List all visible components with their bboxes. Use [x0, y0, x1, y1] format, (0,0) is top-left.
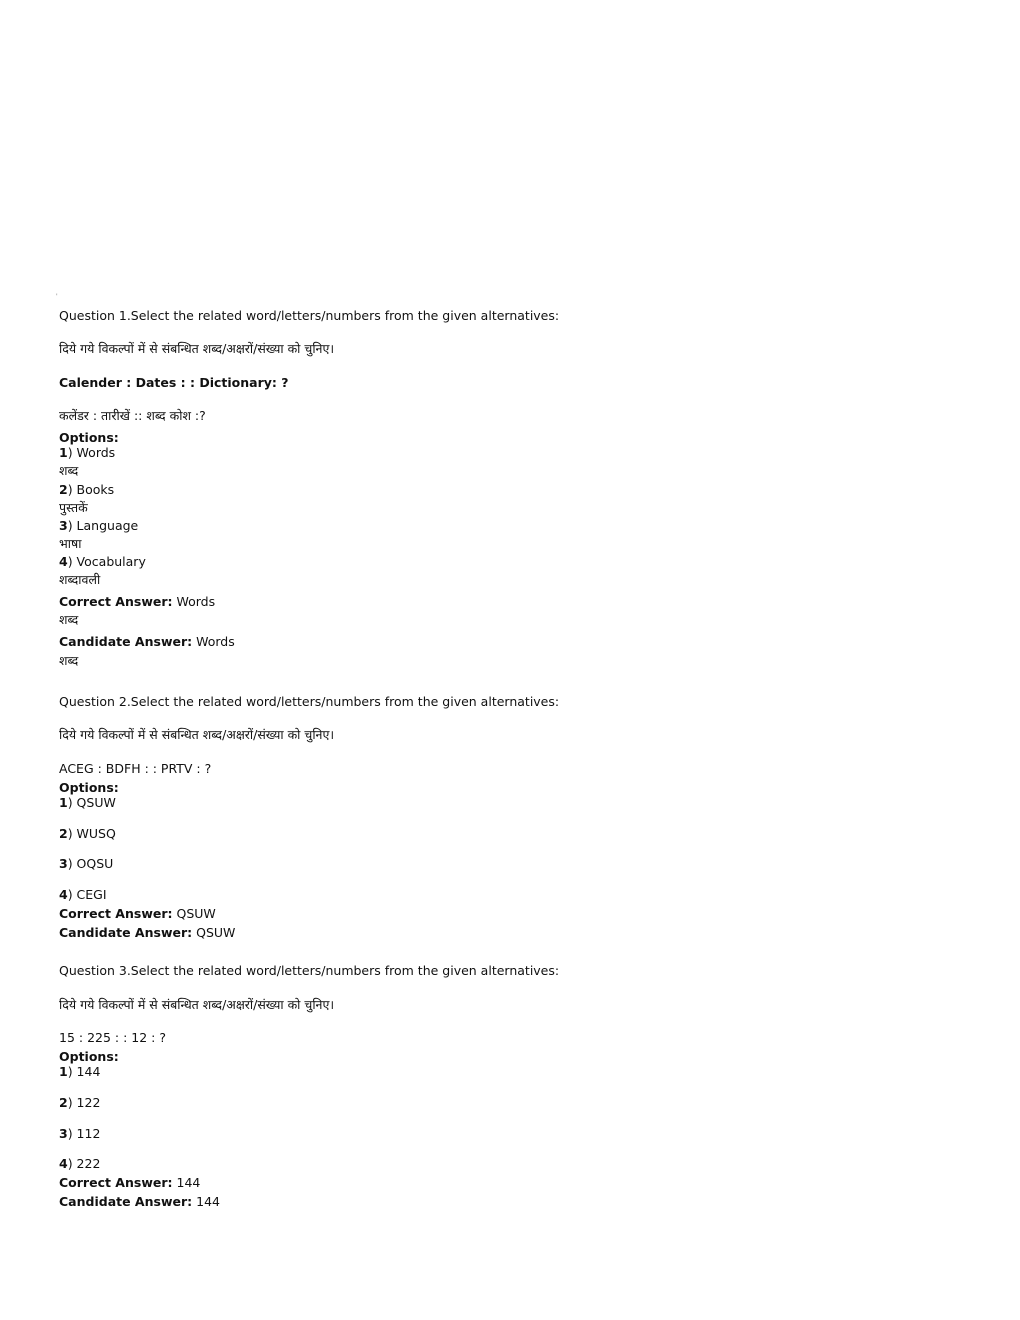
- correct-answer-hindi: शब्द: [59, 612, 79, 627]
- option-3: [59, 855, 113, 873]
- option-text: ) WUSQ: [67, 826, 116, 841]
- stray-mark: ': [56, 293, 58, 300]
- option-4: [59, 553, 146, 571]
- option-number: 4: [59, 1156, 68, 1171]
- option-text: ) Books: [67, 482, 115, 497]
- option-4-hindi: शब्दावली: [59, 572, 101, 587]
- candidate-answer-label: Candidate Answer:: [59, 1194, 193, 1209]
- question-title-hindi: दिये गये विकल्पों में से संबन्धित शब्द/अक्षरों/संख्या को चुनिए।: [59, 997, 335, 1012]
- candidate-answer-value: QSUW: [192, 925, 236, 940]
- question-title-hindi: दिये गये विकल्पों में से संबन्धित शब्द/अक्षरों/संख्या को चुनिए।: [59, 341, 335, 356]
- question-title: Question 3.Select the related word/letters/numbers from the given alternatives:: [59, 963, 560, 978]
- question-title-hindi: दिये गये विकल्पों में से संबन्धित शब्द/अक्षरों/संख्या को चुनिए।: [59, 727, 335, 742]
- option-number: 3: [59, 1126, 68, 1141]
- option-text: ) Language: [67, 518, 139, 533]
- option-number: 4: [59, 887, 68, 902]
- option-2: [59, 825, 116, 843]
- option-3: [59, 517, 138, 535]
- candidate-answer-label: Candidate Answer:: [59, 925, 193, 940]
- option-number: 1: [59, 445, 68, 460]
- correct-answer: [59, 905, 216, 923]
- candidate-answer: [59, 633, 235, 651]
- option-text: ) QSUW: [67, 795, 116, 810]
- option-text: ) 144: [67, 1064, 101, 1079]
- question-prompt: 15 : 225 : : 12 : ?: [59, 1030, 166, 1045]
- option-number: 4: [59, 554, 68, 569]
- option-2-hindi: पुस्तकें: [59, 500, 88, 515]
- option-1: [59, 794, 116, 812]
- option-number: 3: [59, 856, 68, 871]
- candidate-answer-label: Candidate Answer:: [59, 634, 193, 649]
- question-prompt: ACEG : BDFH : : PRTV : ?: [59, 761, 212, 776]
- option-number: 2: [59, 826, 68, 841]
- option-text: ) OQSU: [67, 856, 114, 871]
- option-number: 1: [59, 795, 68, 810]
- option-text: ) 122: [67, 1095, 101, 1110]
- candidate-answer-value: Words: [192, 634, 235, 649]
- question-title: Question 1.Select the related word/letters/numbers from the given alternatives:: [59, 308, 560, 323]
- option-1: [59, 1063, 100, 1081]
- correct-answer-value: Words: [172, 594, 216, 609]
- option-number: 2: [59, 1095, 68, 1110]
- correct-answer-value: QSUW: [172, 906, 216, 921]
- option-1-hindi: शब्द: [59, 463, 79, 478]
- correct-answer: [59, 593, 215, 611]
- correct-answer: [59, 1174, 200, 1192]
- option-text: ) 112: [67, 1126, 101, 1141]
- option-number: 3: [59, 518, 68, 533]
- candidate-answer-hindi: शब्द: [59, 653, 79, 668]
- option-number: 1: [59, 1064, 68, 1079]
- candidate-answer-value: 144: [192, 1194, 220, 1209]
- option-text: ) Words: [67, 445, 116, 460]
- candidate-answer: [59, 1193, 220, 1211]
- candidate-answer: [59, 924, 235, 942]
- options-label: Options:: [59, 430, 119, 445]
- option-text: ) CEGI: [67, 887, 107, 902]
- option-number: 2: [59, 482, 68, 497]
- correct-answer-label: Correct Answer:: [59, 906, 173, 921]
- option-2: [59, 481, 114, 499]
- question-title: Question 2.Select the related word/letters/numbers from the given alternatives:: [59, 694, 560, 709]
- option-text: ) Vocabulary: [67, 554, 146, 569]
- question-prompt-hindi: कलेंडर : तारीखें :: शब्द कोश :?: [59, 408, 206, 423]
- correct-answer-label: Correct Answer:: [59, 1175, 173, 1190]
- correct-answer-label: Correct Answer:: [59, 594, 173, 609]
- options-label: Options:: [59, 780, 119, 795]
- options-label: Options:: [59, 1049, 119, 1064]
- option-2: [59, 1094, 100, 1112]
- option-3: [59, 1125, 100, 1143]
- option-4: [59, 886, 107, 904]
- option-3-hindi: भाषा: [59, 536, 82, 551]
- option-text: ) 222: [67, 1156, 101, 1171]
- correct-answer-value: 144: [172, 1175, 201, 1190]
- option-1: [59, 444, 115, 462]
- option-4: [59, 1155, 100, 1173]
- question-prompt: Calender : Dates : : Dictionary: ?: [59, 375, 289, 390]
